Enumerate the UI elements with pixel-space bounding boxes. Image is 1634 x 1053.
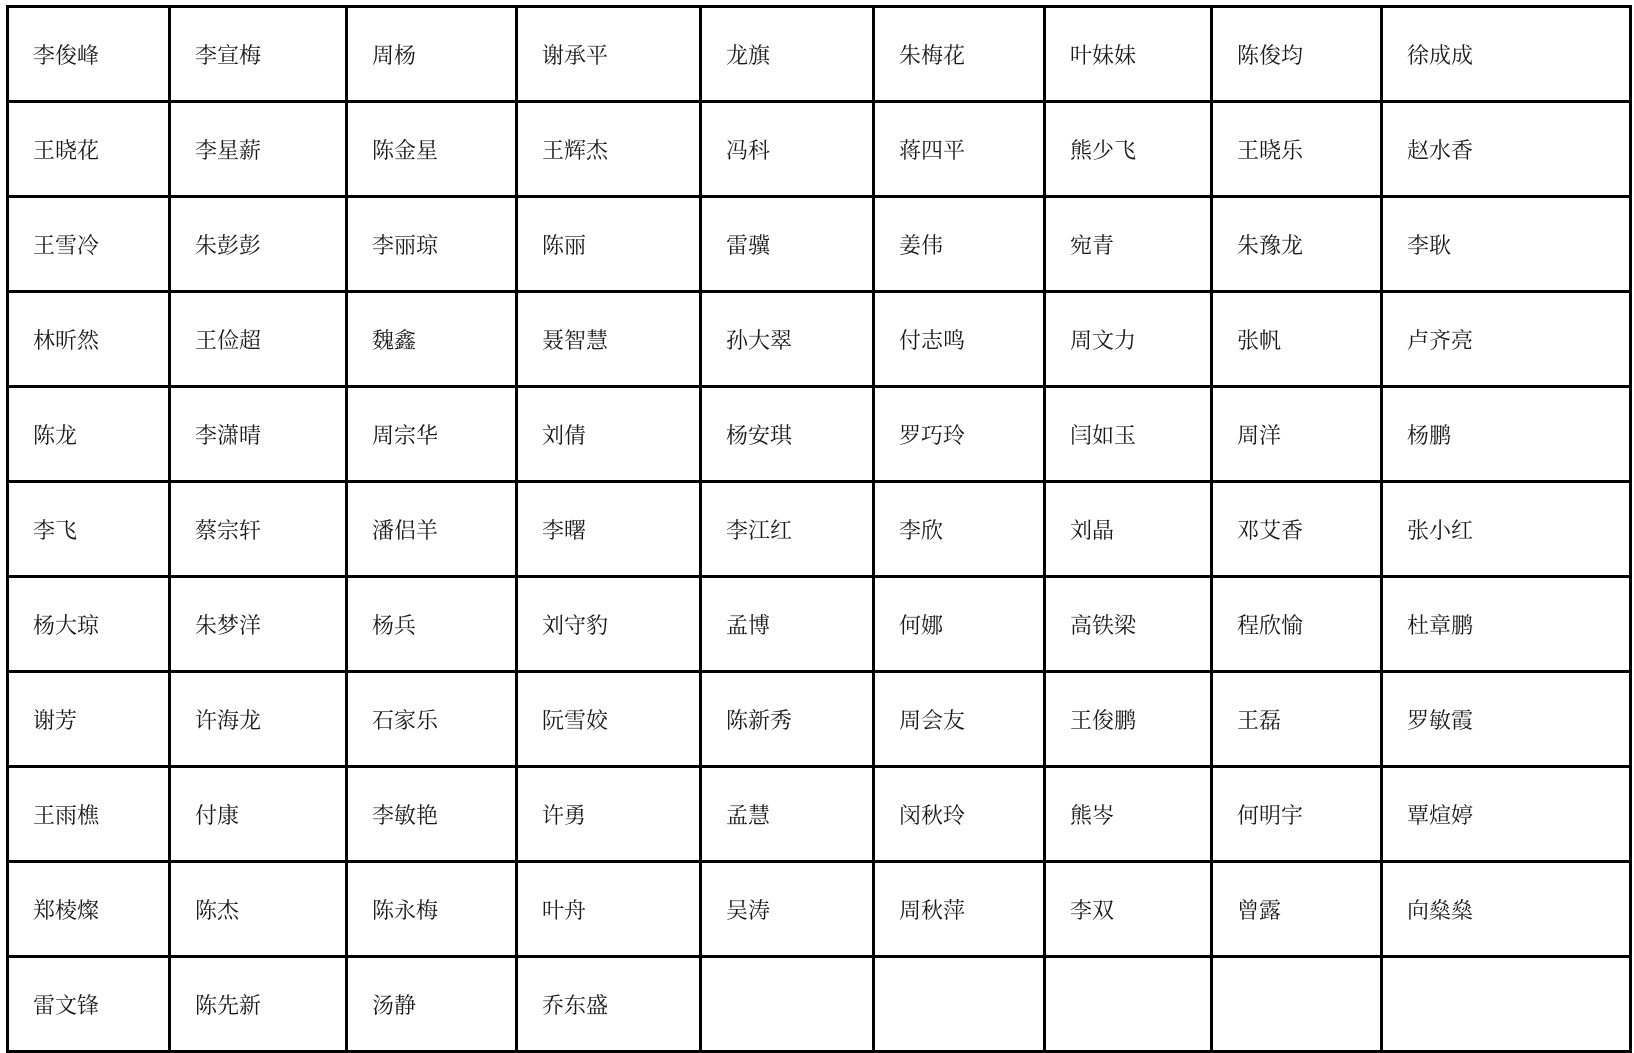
table-row [8,197,1631,292]
table-row [8,862,1631,957]
name-cell: 曾露 [1212,862,1382,957]
name-cell: 潘侣羊 [347,482,517,577]
name-cell: 李耿 [1382,197,1631,292]
table-row [8,482,1631,577]
name-cell: 郑棱燦 [8,862,170,957]
name-cell [1045,957,1212,1052]
name-cell: 刘晶 [1045,482,1212,577]
name-cell: 叶妹妹 [1045,7,1212,102]
name-cell: 阮雪姣 [517,672,701,767]
name-cell: 杨鹏 [1382,387,1631,482]
name-cell: 周杨 [347,7,517,102]
name-cell: 付志鸣 [874,292,1045,387]
name-cell: 李俊峰 [8,7,170,102]
name-cell: 李双 [1045,862,1212,957]
name-cell: 陈新秀 [701,672,874,767]
name-cell: 李宣梅 [170,7,347,102]
table-row [8,7,1631,102]
name-cell: 宛青 [1045,197,1212,292]
name-cell: 周宗华 [347,387,517,482]
name-cell: 谢芳 [8,672,170,767]
name-cell: 叶舟 [517,862,701,957]
name-cell: 林昕然 [8,292,170,387]
name-cell: 李星薪 [170,102,347,197]
name-cell: 王晓乐 [1212,102,1382,197]
name-cell: 吴涛 [701,862,874,957]
name-cell: 张帆 [1212,292,1382,387]
name-cell: 罗巧玲 [874,387,1045,482]
name-cell: 刘倩 [517,387,701,482]
name-cell: 雷骥 [701,197,874,292]
name-cell: 李欣 [874,482,1045,577]
name-cell: 谢承平 [517,7,701,102]
name-cell: 陈先新 [170,957,347,1052]
name-cell: 罗敏霞 [1382,672,1631,767]
name-cell: 孙大翠 [701,292,874,387]
name-cell: 高铁梁 [1045,577,1212,672]
name-cell: 李飞 [8,482,170,577]
name-cell: 陈龙 [8,387,170,482]
name-cell: 周洋 [1212,387,1382,482]
name-cell: 李曙 [517,482,701,577]
name-cell: 陈杰 [170,862,347,957]
name-cell: 王俭超 [170,292,347,387]
name-roster-table [6,5,1632,1053]
table-row [8,102,1631,197]
table-row [8,387,1631,482]
name-cell: 龙旗 [701,7,874,102]
name-cell [701,957,874,1052]
name-cell: 朱豫龙 [1212,197,1382,292]
name-cell: 徐成成 [1382,7,1631,102]
name-cell: 蒋四平 [874,102,1045,197]
name-cell: 许勇 [517,767,701,862]
name-cell: 向燊燊 [1382,862,1631,957]
table-row [8,957,1631,1052]
name-cell: 王雪冷 [8,197,170,292]
name-cell: 陈俊均 [1212,7,1382,102]
name-cell [874,957,1045,1052]
table-row [8,767,1631,862]
name-cell: 王雨樵 [8,767,170,862]
name-cell: 杨安琪 [701,387,874,482]
name-cell: 邓艾香 [1212,482,1382,577]
name-cell: 李敏艳 [347,767,517,862]
name-cell: 雷文锋 [8,957,170,1052]
table-row [8,672,1631,767]
name-cell: 王俊鹏 [1045,672,1212,767]
name-cell: 冯科 [701,102,874,197]
name-cell: 何明宇 [1212,767,1382,862]
name-cell: 周文力 [1045,292,1212,387]
name-cell: 王晓花 [8,102,170,197]
name-cell: 李江红 [701,482,874,577]
name-cell: 覃煊婷 [1382,767,1631,862]
table-row [8,577,1631,672]
name-cell: 姜伟 [874,197,1045,292]
name-cell: 汤静 [347,957,517,1052]
name-cell: 朱彭彭 [170,197,347,292]
name-cell: 陈金星 [347,102,517,197]
name-cell: 张小红 [1382,482,1631,577]
table-row [8,292,1631,387]
name-cell: 石家乐 [347,672,517,767]
name-cell: 闫如玉 [1045,387,1212,482]
name-cell: 何娜 [874,577,1045,672]
name-cell: 王磊 [1212,672,1382,767]
name-cell: 闵秋玲 [874,767,1045,862]
name-cell: 乔东盛 [517,957,701,1052]
name-cell: 蔡宗轩 [170,482,347,577]
name-cell: 陈永梅 [347,862,517,957]
name-cell: 许海龙 [170,672,347,767]
name-cell: 杜章鹏 [1382,577,1631,672]
name-cell: 魏鑫 [347,292,517,387]
name-cell: 王辉杰 [517,102,701,197]
name-cell: 杨大琼 [8,577,170,672]
name-cell: 卢齐亮 [1382,292,1631,387]
name-cell: 周秋萍 [874,862,1045,957]
name-cell: 刘守豹 [517,577,701,672]
name-cell: 李潇晴 [170,387,347,482]
name-cell: 聂智慧 [517,292,701,387]
roster-body [8,7,1631,1052]
name-cell: 陈丽 [517,197,701,292]
name-cell: 付康 [170,767,347,862]
name-cell: 朱梦洋 [170,577,347,672]
name-cell: 熊少飞 [1045,102,1212,197]
name-cell: 孟博 [701,577,874,672]
name-cell: 赵水香 [1382,102,1631,197]
name-cell: 孟慧 [701,767,874,862]
name-cell: 李丽琼 [347,197,517,292]
name-cell [1382,957,1631,1052]
name-cell [1212,957,1382,1052]
name-cell: 周会友 [874,672,1045,767]
name-cell: 杨兵 [347,577,517,672]
name-cell: 熊岑 [1045,767,1212,862]
name-cell: 程欣愉 [1212,577,1382,672]
name-cell: 朱梅花 [874,7,1045,102]
